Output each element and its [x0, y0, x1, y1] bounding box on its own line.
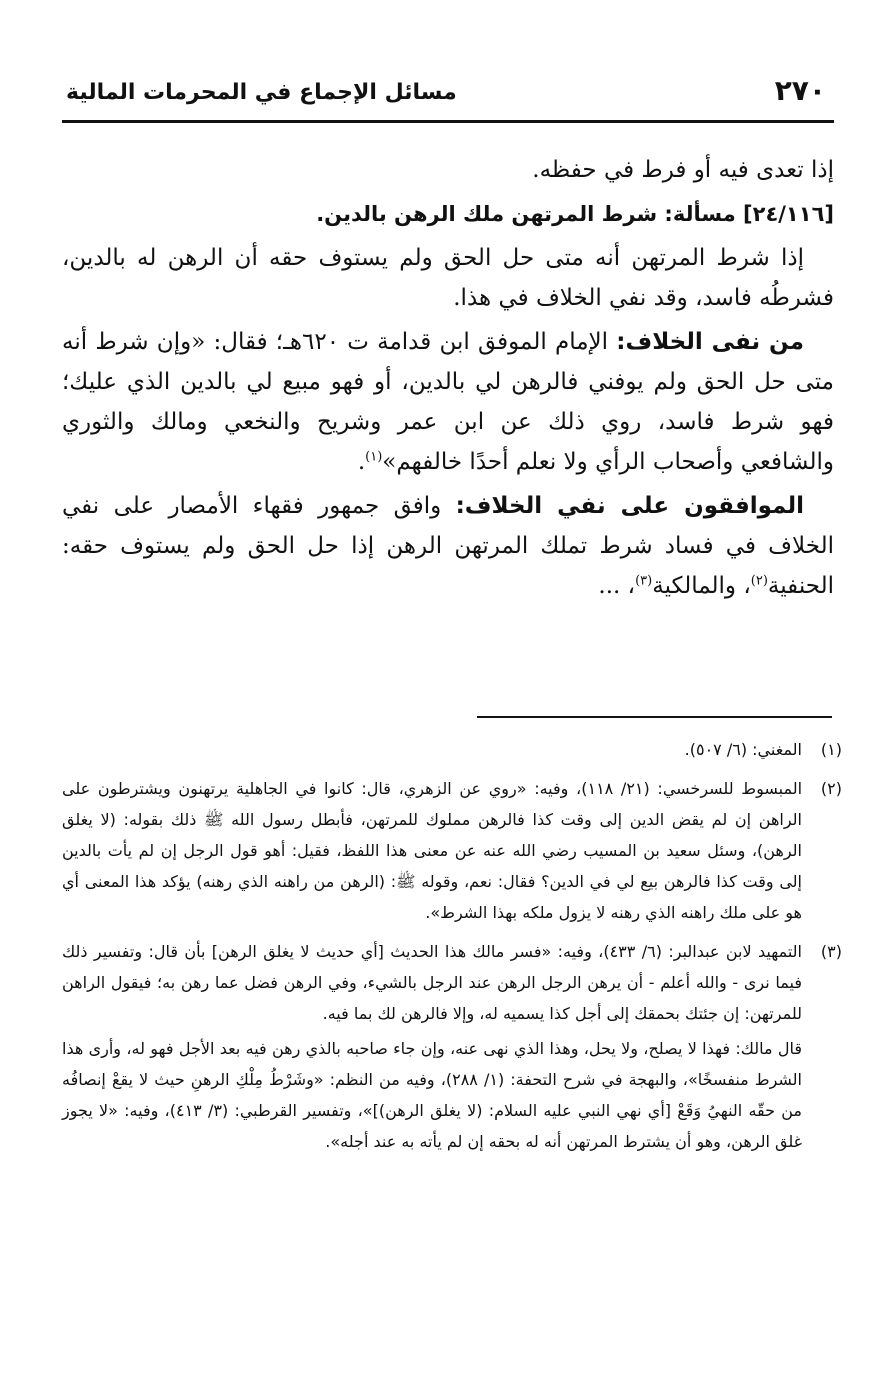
continuation-line: إذا تعدى فيه أو فرط في حفظه. — [532, 157, 834, 183]
footnote-body — [62, 936, 802, 1161]
footnote — [62, 734, 842, 769]
footnote-ref: (٣) — [635, 573, 653, 589]
paragraph-text: ، ... — [598, 573, 636, 599]
footnote-number: (٢) — [820, 779, 842, 798]
main-text — [62, 150, 834, 610]
issue-heading: [٢٤/١١٦] مسألة: شرط المرتهن ملك الرهن بالدين. — [316, 202, 834, 226]
footnote-number: (١) — [820, 740, 842, 759]
paragraph-ruling: إذا شرط المرتهن أنه متى حل الحق ولم يستوف حقه أن الرهن له بالدين، فشرطُه فاسد، وقد نفي الخلاف في هذا. — [62, 245, 834, 311]
paragraph-agreeing-scholars — [62, 486, 834, 606]
footnote-text: قال مالك: فهذا لا يصلح، ولا يحل، وهذا الذي نهى عنه، وإن جاء صاحبه بالذي رهن فيه بعد الأجل فهو له، وأرى هذا الشرط منفسخًا»، والبهجة في شرح التحفة: (١/ ٢٨٨)، وفيه من النظم: «وشَرْطُ مِلْكِ الرهنِ حيث لا يقعْ إنصافُه من حقّه النهيُ وَقَعْ [أي نهي النبي عليه السلام: (لا يغلق الرهن)]»، وتفسير القرطبي: (٣/ ٤١٣)، وفيه: «لا يجوز غلق الرهن، وهو أن يشترط المرتهن أنه له بحقه إن لم يأته به عند أجله». — [62, 1039, 802, 1151]
footnote-separator — [477, 716, 832, 718]
paragraph-who-denied-dispute: من نفى الخلاف: الإمام الموفق ابن قدامة ت ٦٢٠هـ؛ فقال: «وإن شرط أنه متى حل الحق ولم يوفني فالرهن لي بالدين، أو فهو مبيع لي بالدين الذي عليك؛ فهو شرط فاسد، روي ذلك عن ابن عمر وشريح والنخعي ومالك والثوري والشافعي وأصحاب الرأي ولا نعلم أحدًا خالفهم»$^{(١)}$. — [62, 329, 834, 475]
footnote-ref: (٢) — [750, 573, 768, 589]
footnote-text: التمهيد لابن عبدالبر: (٦/ ٤٣٣)، وفيه: «فسر مالك هذا الحديث [أي حديث لا يغلق الرهن] بأن قال: وتفسير ذلك فيما نرى - والله أعلم - أن يرهن الرجل الرهن عند الرجل بالشيء، وفي الرهن فضل عما رهن به؛ فيقول الراهن للمرتهن: إن جئتك بحمقك إلى أجل كذا يسميه له، وإلا فالرهن لك بما فيه. — [62, 942, 802, 1023]
footnote-body — [62, 734, 802, 769]
footnote — [62, 773, 842, 932]
paragraph-text: وافق جمهور فقهاء الأمصار على نفي الخلاف في فساد شرط تملك المرتهن الرهن إذا حل الحق ولم يستوف حقه: الحنفية — [62, 493, 834, 599]
footnote-text: المبسوط للسرخسي: (٢١/ ١١٨)، وفيه: «روي عن الزهري، قال: كانوا في الجاهلية يرتهنون ويشترطون على الراهن إن لم يقض الدين إلى وقت كذا فالرهن مملوك للمرتهن، فأبطل رسول الله ﷺ ذلك بقوله: (لا يغلق الرهن)، وسئل سعيد بن المسيب رضي الله عنه عن معنى هذا اللفظ، فقيل: أهو قول الرجل إن لم يأت بالدين إلى وقت كذا فالرهن بيع لي في الدين؟ فقال: نعم، وقوله ﷺ: (الرهن من راهنه الذي رهنه) يؤكد هذا المعنى أي هو على ملك راهنه الذي رهنه لا يزول ملكه بهذا الشرط». — [62, 779, 803, 922]
footnote-ref: (١) — [365, 449, 383, 465]
page-header — [62, 70, 834, 123]
page-number: ٢٧٠ — [774, 74, 826, 107]
footnotes — [62, 734, 842, 1165]
paragraph-text: ، والمالكية — [652, 573, 751, 599]
paragraph-lead: من نفى الخلاف: — [616, 329, 804, 355]
paragraph-lead: الموافقون على نفي الخلاف: — [455, 493, 804, 519]
paragraph-text: الإمام الموفق ابن قدامة ت ٦٢٠هـ؛ فقال: «وإن شرط أنه متى حل الحق ولم يوفني فالرهن لي بالدين، أو فهو مبيع لي بالدين الذي عليك؛ فهو شرط فاسد، روي ذلك عن ابن عمر وشريح والنخعي ومالك والثوري والشافعي وأصحاب الرأي ولا نعلم أحدًا خالفهم» — [62, 329, 834, 475]
footnote — [62, 936, 842, 1161]
footnote-number: (٣) — [820, 942, 842, 961]
footnote-body — [62, 773, 802, 932]
footnote-text: المغني: (٦/ ٥٠٧). — [684, 740, 802, 759]
running-title: مسائل الإجماع في المحرمات المالية — [66, 80, 457, 105]
